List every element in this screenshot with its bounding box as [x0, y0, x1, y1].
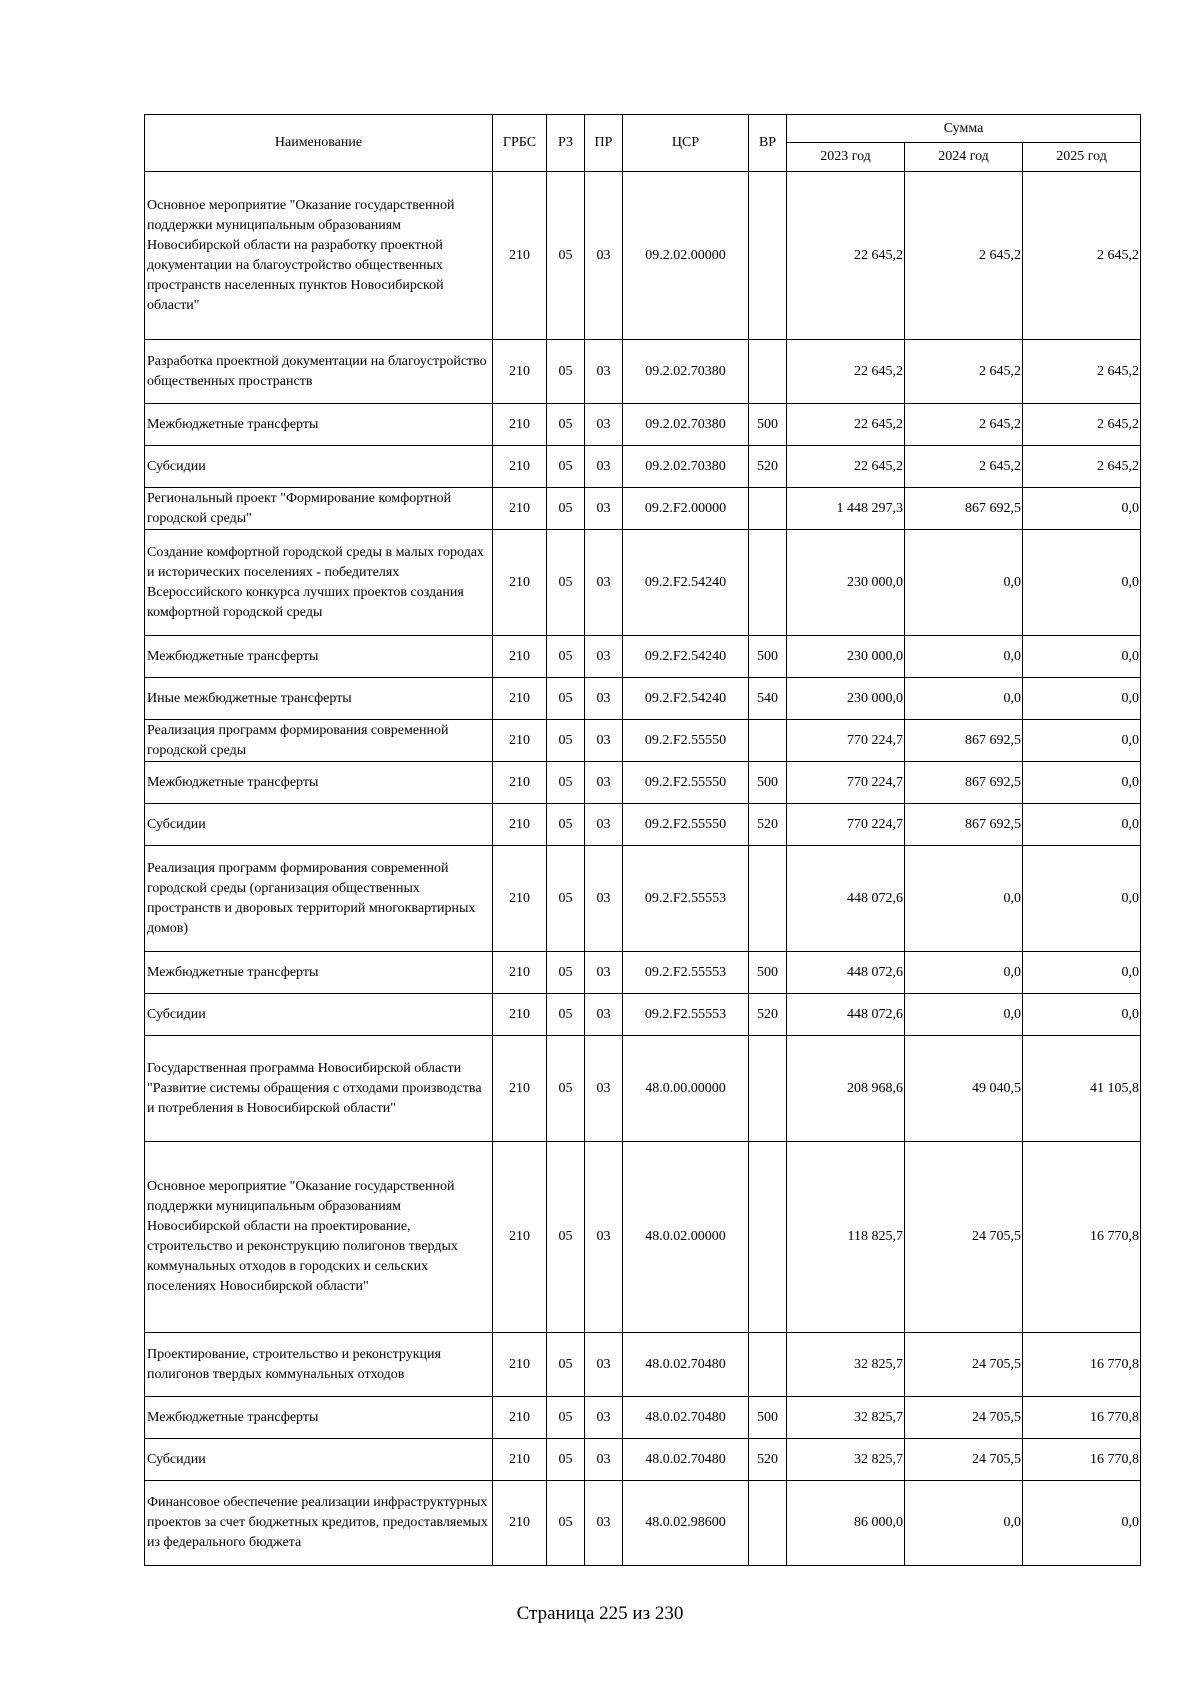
table-row: [145, 1036, 1141, 1142]
cell-name: Межбюджетные трансферты: [145, 404, 493, 446]
cell-grbs: 210: [493, 1036, 547, 1142]
cell-2025: 0,0: [1023, 804, 1141, 846]
cell-2024: 24 705,5: [905, 1397, 1023, 1439]
cell-csr: 09.2.F2.55550: [623, 804, 749, 846]
cell-rz: 05: [547, 1036, 585, 1142]
table-row: [145, 340, 1141, 404]
cell-csr: 09.2.F2.54240: [623, 678, 749, 720]
header-grbs: ГРБС: [493, 115, 547, 172]
cell-name: Субсидии: [145, 1439, 493, 1481]
cell-csr: 48.0.02.00000: [623, 1142, 749, 1333]
cell-rz: 05: [547, 994, 585, 1036]
header-year-2025: 2025 год: [1023, 143, 1141, 172]
cell-2025: 41 105,8: [1023, 1036, 1141, 1142]
cell-pr: 03: [585, 1333, 623, 1397]
cell-rz: 05: [547, 1481, 585, 1566]
cell-name: Финансовое обеспечение реализации инфраструктурных проектов за счет бюджетных кредитов, предоставляемых из федерального бюджета: [145, 1481, 493, 1566]
cell-2023: 448 072,6: [787, 952, 905, 994]
cell-2024: 0,0: [905, 846, 1023, 952]
cell-2024: 49 040,5: [905, 1036, 1023, 1142]
cell-pr: 03: [585, 172, 623, 340]
cell-pr: 03: [585, 952, 623, 994]
cell-rz: 05: [547, 446, 585, 488]
cell-grbs: 210: [493, 530, 547, 636]
cell-vr: [749, 340, 787, 404]
table-row: [145, 1439, 1141, 1481]
cell-vr: 520: [749, 1439, 787, 1481]
cell-vr: 500: [749, 952, 787, 994]
cell-rz: 05: [547, 762, 585, 804]
cell-2023: 86 000,0: [787, 1481, 905, 1566]
cell-rz: 05: [547, 636, 585, 678]
cell-csr: 48.0.02.98600: [623, 1481, 749, 1566]
cell-vr: 520: [749, 446, 787, 488]
cell-2025: 0,0: [1023, 488, 1141, 530]
cell-rz: 05: [547, 172, 585, 340]
table-row: [145, 404, 1141, 446]
cell-vr: 500: [749, 1397, 787, 1439]
cell-pr: 03: [585, 1481, 623, 1566]
table-row: [145, 678, 1141, 720]
cell-csr: 09.2.F2.55550: [623, 720, 749, 762]
cell-vr: 520: [749, 804, 787, 846]
cell-name: Реализация программ формирования современной городской среды: [145, 720, 493, 762]
cell-2023: 1 448 297,3: [787, 488, 905, 530]
cell-2023: 22 645,2: [787, 404, 905, 446]
cell-2024: 0,0: [905, 636, 1023, 678]
cell-vr: 500: [749, 762, 787, 804]
cell-vr: [749, 488, 787, 530]
cell-vr: [749, 1142, 787, 1333]
table-row: [145, 1142, 1141, 1333]
header-sum: Сумма: [787, 115, 1141, 143]
cell-csr: 09.2.02.70380: [623, 340, 749, 404]
cell-2023: 770 224,7: [787, 720, 905, 762]
cell-grbs: 210: [493, 762, 547, 804]
cell-name: Иные межбюджетные трансферты: [145, 678, 493, 720]
cell-name: Субсидии: [145, 804, 493, 846]
cell-grbs: 210: [493, 636, 547, 678]
table-row: [145, 636, 1141, 678]
cell-csr: 48.0.02.70480: [623, 1439, 749, 1481]
cell-2023: 22 645,2: [787, 172, 905, 340]
cell-name: Субсидии: [145, 446, 493, 488]
cell-csr: 09.2.02.70380: [623, 446, 749, 488]
cell-pr: 03: [585, 1439, 623, 1481]
cell-rz: 05: [547, 846, 585, 952]
cell-csr: 48.0.00.00000: [623, 1036, 749, 1142]
cell-2025: 0,0: [1023, 952, 1141, 994]
cell-vr: [749, 720, 787, 762]
cell-grbs: 210: [493, 1397, 547, 1439]
cell-pr: 03: [585, 488, 623, 530]
cell-2024: 24 705,5: [905, 1333, 1023, 1397]
cell-name: Субсидии: [145, 994, 493, 1036]
cell-vr: 500: [749, 636, 787, 678]
cell-2024: 0,0: [905, 952, 1023, 994]
cell-name: Межбюджетные трансферты: [145, 1397, 493, 1439]
cell-2025: 0,0: [1023, 720, 1141, 762]
header-pr: ПР: [585, 115, 623, 172]
cell-grbs: 210: [493, 1481, 547, 1566]
cell-rz: 05: [547, 1439, 585, 1481]
header-vr: ВР: [749, 115, 787, 172]
cell-vr: [749, 1036, 787, 1142]
cell-csr: 09.2.F2.00000: [623, 488, 749, 530]
cell-pr: 03: [585, 636, 623, 678]
cell-2023: 22 645,2: [787, 340, 905, 404]
cell-rz: 05: [547, 952, 585, 994]
cell-2024: 2 645,2: [905, 172, 1023, 340]
cell-2025: 16 770,8: [1023, 1142, 1141, 1333]
cell-name: Проектирование, строительство и реконструкция полигонов твердых коммунальных отходов: [145, 1333, 493, 1397]
cell-2025: 0,0: [1023, 678, 1141, 720]
table-row: [145, 762, 1141, 804]
cell-csr: 09.2.02.00000: [623, 172, 749, 340]
cell-pr: 03: [585, 994, 623, 1036]
cell-2024: 0,0: [905, 1481, 1023, 1566]
cell-grbs: 210: [493, 994, 547, 1036]
cell-2024: 2 645,2: [905, 340, 1023, 404]
table-row: [145, 720, 1141, 762]
header-year-2024: 2024 год: [905, 143, 1023, 172]
cell-name: Межбюджетные трансферты: [145, 762, 493, 804]
cell-rz: 05: [547, 720, 585, 762]
cell-grbs: 210: [493, 804, 547, 846]
cell-csr: 09.2.F2.55550: [623, 762, 749, 804]
cell-vr: [749, 846, 787, 952]
cell-2025: 0,0: [1023, 636, 1141, 678]
cell-grbs: 210: [493, 678, 547, 720]
cell-2024: 2 645,2: [905, 404, 1023, 446]
table-row: [145, 994, 1141, 1036]
table-row: [145, 846, 1141, 952]
cell-name: Межбюджетные трансферты: [145, 952, 493, 994]
cell-pr: 03: [585, 762, 623, 804]
cell-grbs: 210: [493, 1439, 547, 1481]
cell-rz: 05: [547, 1142, 585, 1333]
cell-grbs: 210: [493, 720, 547, 762]
cell-2023: 770 224,7: [787, 762, 905, 804]
cell-pr: 03: [585, 1036, 623, 1142]
cell-pr: 03: [585, 340, 623, 404]
header-name: Наименование: [145, 115, 493, 172]
cell-grbs: 210: [493, 846, 547, 952]
cell-csr: 48.0.02.70480: [623, 1333, 749, 1397]
cell-name: Государственная программа Новосибирской области "Развитие системы обращения с отходами производства и потребления в Новосибирской области": [145, 1036, 493, 1142]
cell-2025: 0,0: [1023, 762, 1141, 804]
cell-2025: 16 770,8: [1023, 1439, 1141, 1481]
cell-2023: 32 825,7: [787, 1439, 905, 1481]
cell-2024: 867 692,5: [905, 762, 1023, 804]
cell-name: Основное мероприятие "Оказание государственной поддержки муниципальным образованиям Новосибирской области на проектирование, строительство и реконструкцию полигонов твердых коммунальных отходов в городских и сельских поселениях Новосибирской области": [145, 1142, 493, 1333]
cell-name: Разработка проектной документации на благоустройство общественных пространств: [145, 340, 493, 404]
header-csr: ЦСР: [623, 115, 749, 172]
cell-2025: 2 645,2: [1023, 172, 1141, 340]
cell-name: Создание комфортной городской среды в малых городах и исторических поселениях - победителях Всероссийского конкурса лучших проектов создания комфортной городской среды: [145, 530, 493, 636]
cell-2023: 208 968,6: [787, 1036, 905, 1142]
cell-2024: 867 692,5: [905, 488, 1023, 530]
cell-pr: 03: [585, 404, 623, 446]
table-row: [145, 172, 1141, 340]
cell-csr: 09.2.F2.55553: [623, 846, 749, 952]
cell-grbs: 210: [493, 1142, 547, 1333]
cell-grbs: 210: [493, 488, 547, 530]
cell-csr: 09.2.02.70380: [623, 404, 749, 446]
header-rz: РЗ: [547, 115, 585, 172]
cell-pr: 03: [585, 678, 623, 720]
cell-pr: 03: [585, 1397, 623, 1439]
cell-2024: 867 692,5: [905, 720, 1023, 762]
table-row: [145, 1333, 1141, 1397]
cell-rz: 05: [547, 488, 585, 530]
cell-vr: 500: [749, 404, 787, 446]
cell-2023: 118 825,7: [787, 1142, 905, 1333]
cell-rz: 05: [547, 340, 585, 404]
cell-csr: 48.0.02.70480: [623, 1397, 749, 1439]
cell-2025: 16 770,8: [1023, 1333, 1141, 1397]
table-body: [145, 172, 1141, 1566]
page-number: Страница 225 из 230: [516, 1603, 684, 1624]
cell-2025: 0,0: [1023, 1481, 1141, 1566]
cell-grbs: 210: [493, 172, 547, 340]
cell-2023: 32 825,7: [787, 1333, 905, 1397]
cell-vr: [749, 1481, 787, 1566]
cell-csr: 09.2.F2.54240: [623, 530, 749, 636]
cell-grbs: 210: [493, 952, 547, 994]
header-year-2023: 2023 год: [787, 143, 905, 172]
cell-csr: 09.2.F2.54240: [623, 636, 749, 678]
cell-name: Основное мероприятие "Оказание государственной поддержки муниципальным образованиям Новосибирской области на разработку проектной документации на благоустройство общественных пространств населенных пунктов Новосибирской области": [145, 172, 493, 340]
cell-2025: 16 770,8: [1023, 1397, 1141, 1439]
cell-vr: 540: [749, 678, 787, 720]
table-row: [145, 1397, 1141, 1439]
cell-csr: 09.2.F2.55553: [623, 994, 749, 1036]
cell-rz: 05: [547, 678, 585, 720]
table-row: [145, 530, 1141, 636]
cell-name: Межбюджетные трансферты: [145, 636, 493, 678]
cell-2025: 2 645,2: [1023, 404, 1141, 446]
cell-vr: [749, 1333, 787, 1397]
cell-2025: 0,0: [1023, 530, 1141, 636]
table-row: [145, 1481, 1141, 1566]
cell-pr: 03: [585, 846, 623, 952]
cell-2023: 770 224,7: [787, 804, 905, 846]
cell-rz: 05: [547, 530, 585, 636]
cell-rz: 05: [547, 1397, 585, 1439]
table-row: [145, 446, 1141, 488]
cell-vr: [749, 530, 787, 636]
cell-2024: 867 692,5: [905, 804, 1023, 846]
table-row: [145, 488, 1141, 530]
cell-2024: 0,0: [905, 678, 1023, 720]
cell-grbs: 210: [493, 404, 547, 446]
cell-rz: 05: [547, 404, 585, 446]
cell-rz: 05: [547, 1333, 585, 1397]
cell-pr: 03: [585, 530, 623, 636]
cell-grbs: 210: [493, 1333, 547, 1397]
table-row: [145, 804, 1141, 846]
table-row: [145, 952, 1141, 994]
cell-rz: 05: [547, 804, 585, 846]
cell-2024: 2 645,2: [905, 446, 1023, 488]
cell-name: Реализация программ формирования современной городской среды (организация общественных пространств и дворовых территорий многоквартирных домов): [145, 846, 493, 952]
cell-grbs: 210: [493, 446, 547, 488]
cell-2023: 230 000,0: [787, 678, 905, 720]
cell-vr: 520: [749, 994, 787, 1036]
cell-2025: 2 645,2: [1023, 446, 1141, 488]
cell-2025: 2 645,2: [1023, 340, 1141, 404]
cell-pr: 03: [585, 720, 623, 762]
cell-pr: 03: [585, 1142, 623, 1333]
cell-pr: 03: [585, 446, 623, 488]
cell-grbs: 210: [493, 340, 547, 404]
cell-2023: 448 072,6: [787, 846, 905, 952]
cell-2025: 0,0: [1023, 846, 1141, 952]
cell-pr: 03: [585, 804, 623, 846]
budget-table: [144, 114, 1141, 1566]
cell-2023: 32 825,7: [787, 1397, 905, 1439]
cell-2024: 0,0: [905, 530, 1023, 636]
cell-2023: 230 000,0: [787, 636, 905, 678]
cell-2023: 448 072,6: [787, 994, 905, 1036]
cell-2024: 24 705,5: [905, 1439, 1023, 1481]
cell-2023: 22 645,2: [787, 446, 905, 488]
table-header: [145, 115, 1141, 172]
cell-2024: 24 705,5: [905, 1142, 1023, 1333]
cell-csr: 09.2.F2.55553: [623, 952, 749, 994]
cell-vr: [749, 172, 787, 340]
cell-name: Региональный проект "Формирование комфортной городской среды": [145, 488, 493, 530]
cell-2024: 0,0: [905, 994, 1023, 1036]
cell-2025: 0,0: [1023, 994, 1141, 1036]
cell-2023: 230 000,0: [787, 530, 905, 636]
